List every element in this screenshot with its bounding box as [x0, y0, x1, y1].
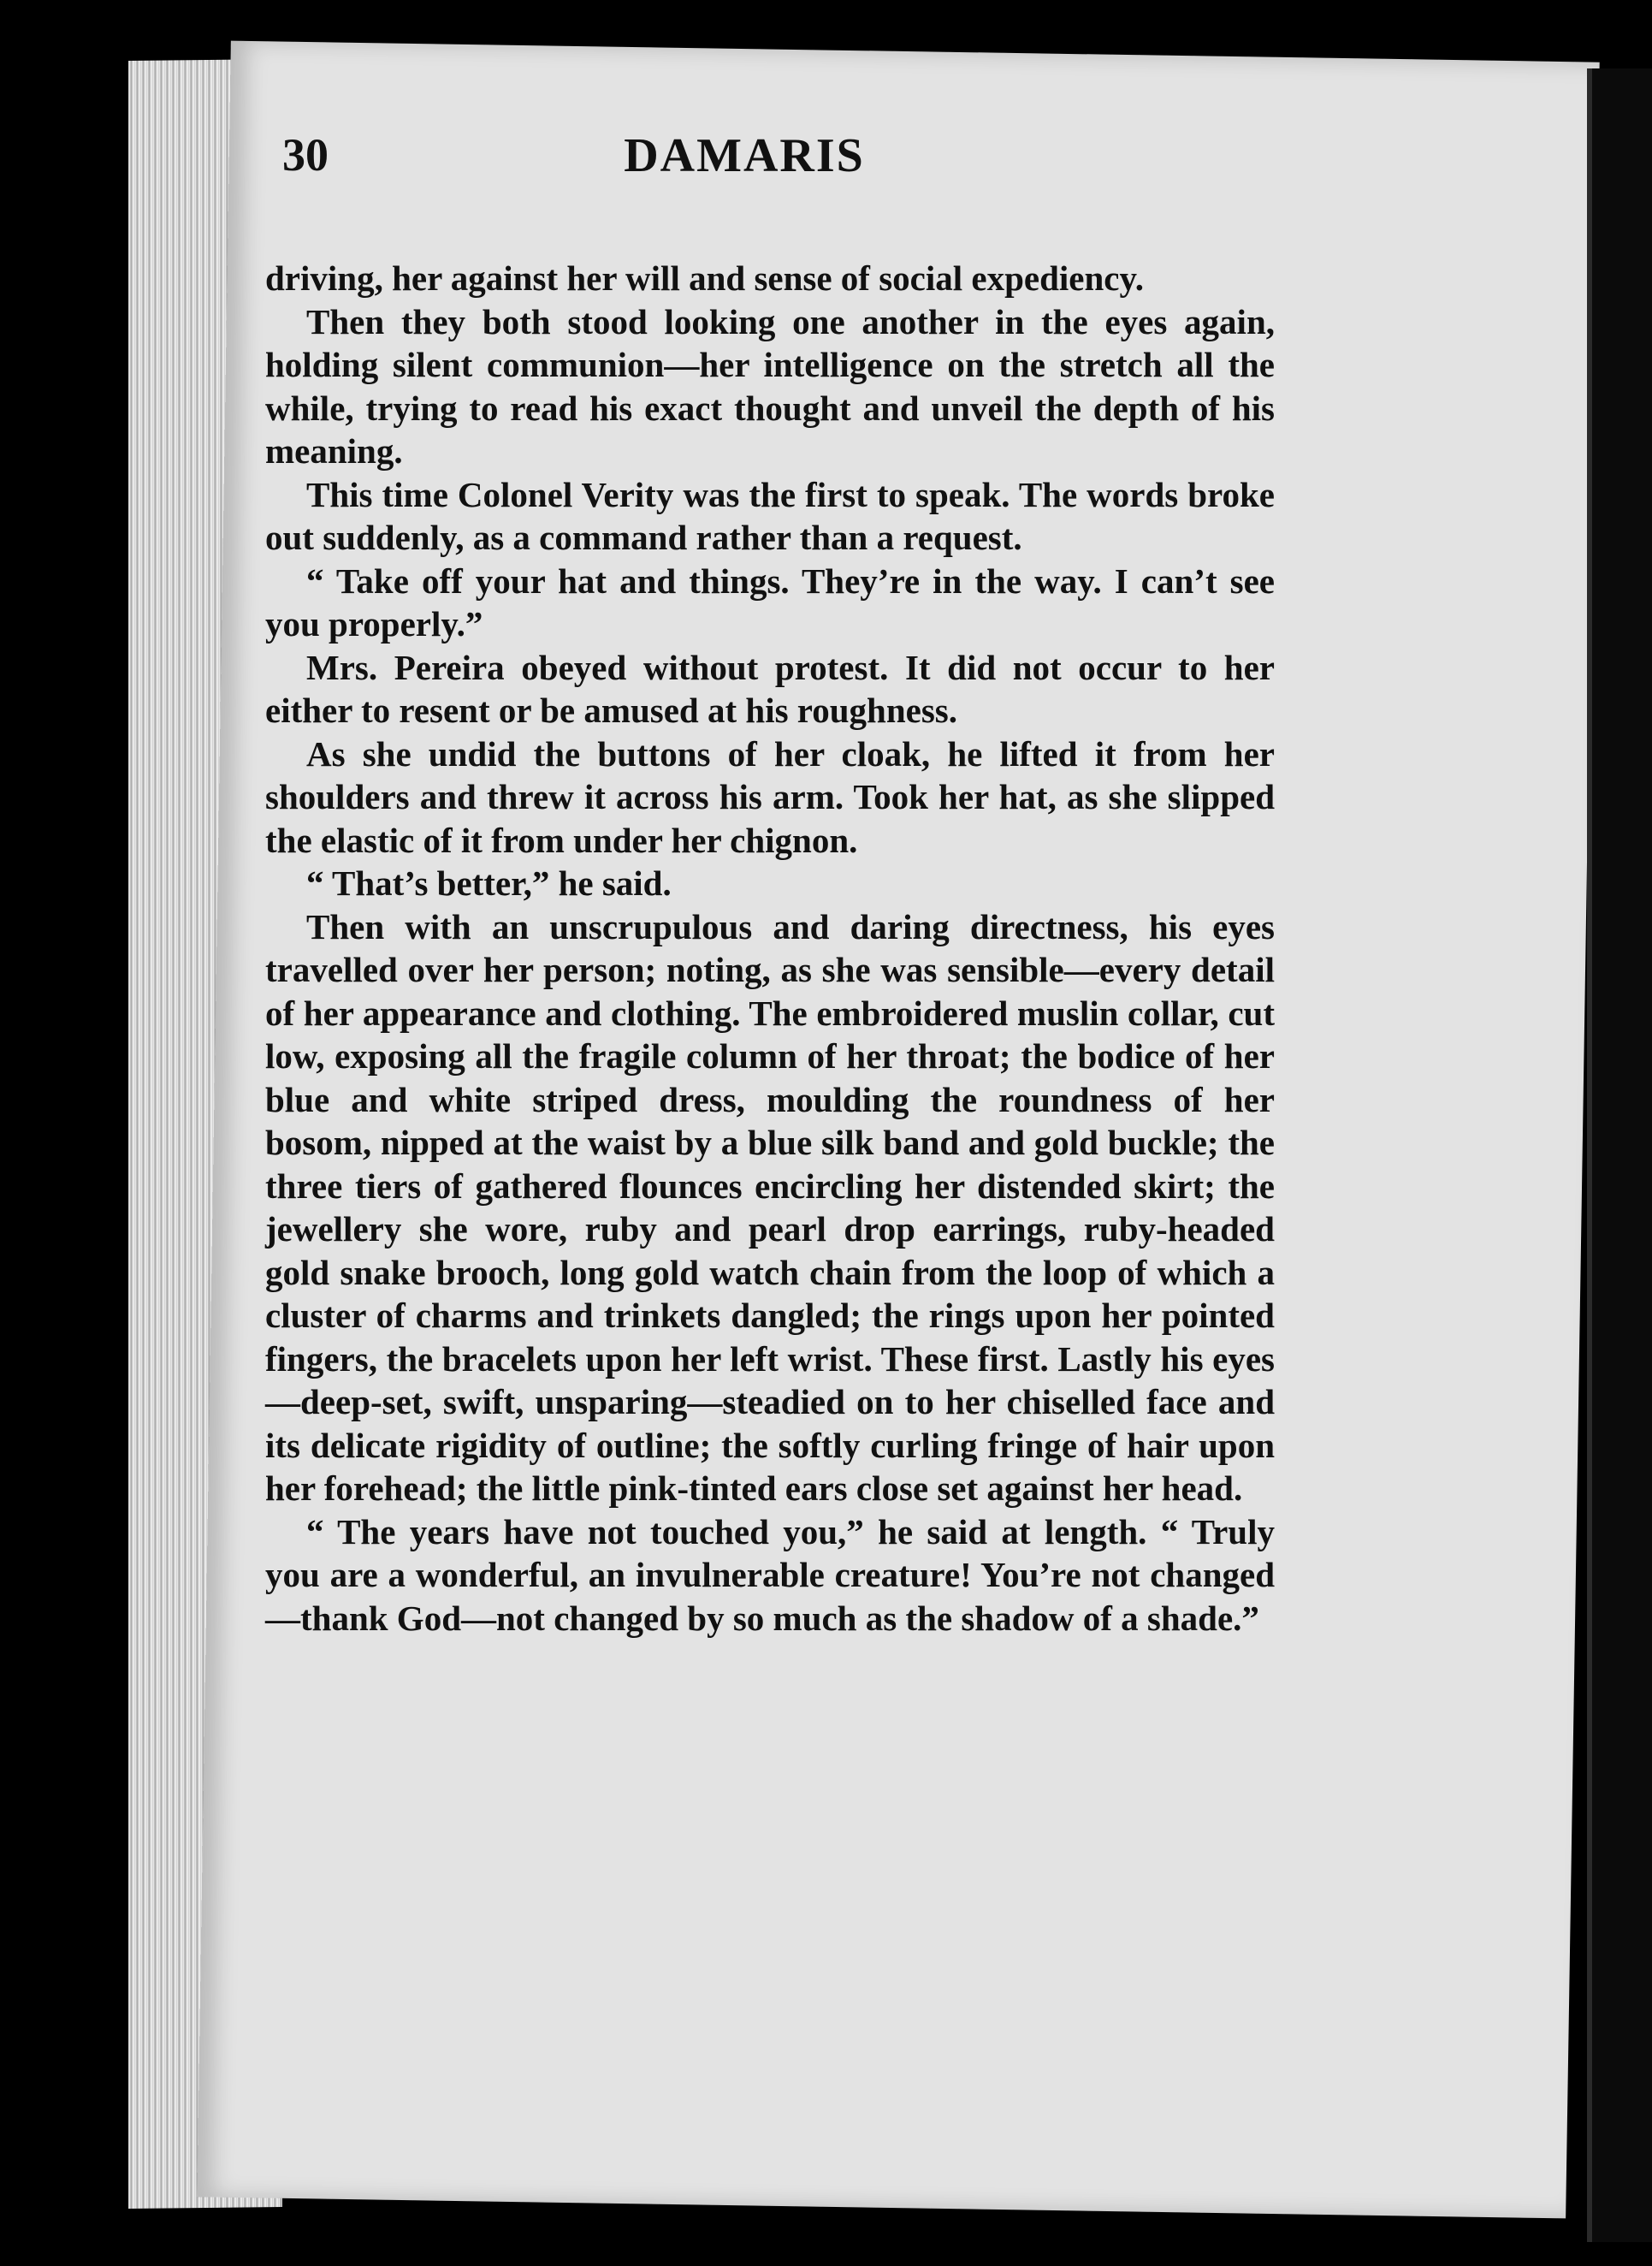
paragraph: Mrs. Pereira obeyed without protest. It did not occur to her either to resent or be amused at his roughness. [265, 647, 1275, 730]
paragraph: “ The years have not touched you,” he said at length. “ Truly you are a wonderful, an invulnerable creature! You’re not changed—thank God—not changed by so much as the shadow of a shade.” [265, 1511, 1275, 1638]
paragraph: This time Colonel Verity was the first to speak. The words broke out suddenly, as a command rather than a request. [265, 474, 1275, 557]
paragraph: Then they both stood looking one another in the eyes again, holding silent communion—her intelligence on the stretch all the while, trying to read his exact thought and unveil the depth of his meaning. [265, 301, 1275, 471]
facing-page-edge [1587, 68, 1652, 2242]
running-title: DAMARIS [624, 129, 865, 182]
paragraph: Then with an unscrupulous and daring directness, his eyes travelled over her person; noting, as she was sensible—every detail of her appearance and clothing. The embroidered muslin collar, cut low, exposing all the fragile column of her throat; the bodice of her blue and white striped dress, moulding the roundness of her bosom, nipped at the waist by a blue silk band and gold buckle; the three tiers of gathered flounces encircling her distended skirt; the jewellery she wore, ruby and pearl drop earrings, ruby-headed gold snake brooch, long gold watch chain from the loop of which a cluster of charms and trinkets dangled; the rings upon her pointed fingers, the bracelets upon her left wrist. These first. Lastly his eyes—deep-set, swift, unsparing—steadied on to her chiselled face and its delicate rigidity of outline; the softly curling fringe of hair upon her forehead; the little pink-tinted ears close set against her head. [265, 906, 1275, 1508]
paragraph: As she undid the buttons of her cloak, he lifted it from her shoulders and threw it across his arm. Took her hat, as she slipped the elastic of it from under her chignon. [265, 733, 1275, 860]
paragraph: “ That’s better,” he said. [306, 863, 672, 903]
page-number: 30 [282, 129, 329, 181]
paragraph: “ Take off your hat and things. They’re in the way. I can’t see you properly.” [265, 561, 1275, 644]
paragraph: driving, her against her will and sense of social expediency. [265, 258, 1144, 298]
body-text [265, 257, 1275, 1640]
